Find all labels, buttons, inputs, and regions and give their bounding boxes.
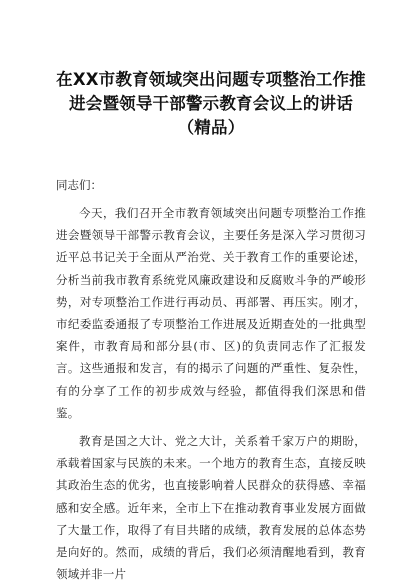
body-paragraph-1: 今天，我们召开全市教育领域突出问题专项整治工作推进会暨领导干部警示教育会议，主要任务是深入学习贯彻习近平总书记关于全面从严治党、关于教育工作的重要论述，分析当前我市教育系统党风廉政建设和反腐败斗争的严峻形势，对专项整治工作进行再动员、再部署、再压实。刚才，市纪委监委通报了专项整治工作进展及近期查处的一批典型案件，市教育局和部分县(市、区)的负责同志作了汇报发言。这些通报和发言，有的揭示了问题的严重性、复杂性，有的分享了工作的初步成效与经验，都值得我们深思和借鉴。 — [56, 206, 366, 420]
document-title: 在XX市教育领域突出问题专项整治工作推进会暨领导干部警示教育会议上的讲话（精品） — [56, 70, 366, 137]
body-paragraph-2: 教育是国之大计、党之大计，关系着千家万户的期盼，承载着国家与民族的未来。一个地方的教育生态，直接反映其政治生态的优劣，也直接影响着人民群众的获得感、幸福感和安全感。近年来，全市上下在推动教育事业发展方面做了大量工作，取得了有目共睹的成绩，教育发展的总体态势是向好的。然而，成绩的背后，我们必须清醒地看到，教育领域并非一片 — [56, 434, 366, 582]
salutation: 同志们： — [56, 178, 102, 192]
